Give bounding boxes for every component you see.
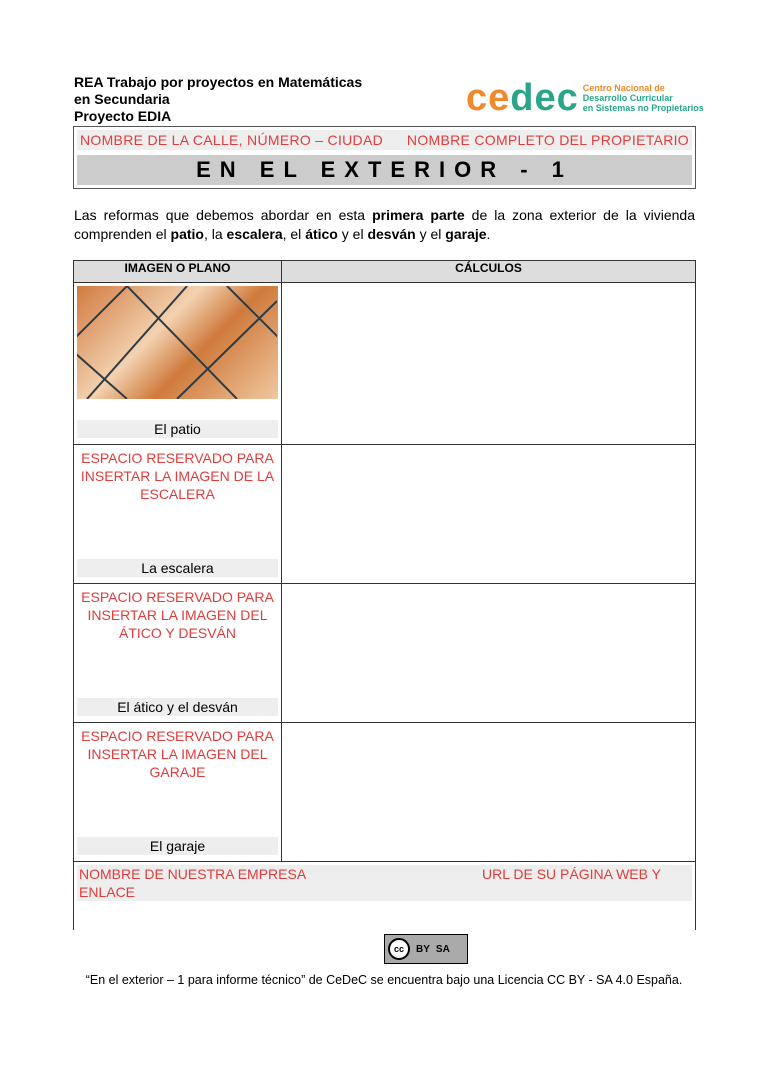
column-header: CÁLCULOS [282,261,696,283]
calc-cell[interactable] [282,584,696,723]
image-placeholder: ESPACIO RESERVADO PARA INSERTAR LA IMAGEN DE LA ESCALERA [80,450,275,502]
logo-line: Desarrollo Curricular [582,93,673,103]
row-caption: El patio [77,420,278,438]
company-url: URL DE SU PÁGINA WEB Y [482,866,661,882]
company-name: NOMBRE DE NUESTRA EMPRESA [79,866,307,882]
row-caption: La escalera [77,559,278,577]
row-caption: El garaje [77,837,278,855]
header-line: Proyecto EDIA [74,108,172,124]
calc-table [73,260,696,862]
license-text: “En el exterior – 1 para informe técnico” de CeDeC se encuentra bajo una Licencia CC BY - SA 4.0 España. [85,973,683,987]
header-line: en Secundaria [74,91,170,107]
image-placeholder: ESPACIO RESERVADO PARA INSERTAR LA IMAGEN DEL GARAJE [81,728,274,780]
header-line: REA Trabajo por proyectos en Matemáticas [74,74,363,90]
calc-cell[interactable] [282,723,696,862]
cc-by-sa-badge [384,934,468,964]
intro-paragraph: Las reformas que debemos abordar en esta primera parte de la zona exterior de la vivienda comprenden el patio, la escalera, el ático y el desván y el garaje. [74,207,696,242]
column-header: IMAGEN O PLANO [74,261,282,283]
logo-line: Centro Nacional de [582,83,665,93]
calc-cell[interactable] [282,283,696,445]
row-caption: El ático y el desván [77,698,278,716]
company-footer [73,862,696,930]
patio-tile-image [77,286,278,399]
street-field: NOMBRE DE LA CALLE, NÚMERO – CIUDAD [80,132,384,148]
image-placeholder: ESPACIO RESERVADO PARA INSERTAR LA IMAGEN DEL ÁTICO Y DESVÁN [81,589,274,641]
page-title: EN EL EXTERIOR - 1 [77,155,692,185]
cedec-logo: cedec Centro Nacional de Desarrollo Curricular en Sistemas no Propietarios [466,77,704,119]
calc-cell[interactable] [282,445,696,584]
owner-field: NOMBRE COMPLETO DEL PROPIETARIO [406,132,689,148]
by-icon: BY [416,943,430,955]
logo-line: en Sistemas no Propietarios [582,103,704,113]
document-header [74,74,362,125]
sa-icon: SA [435,943,450,955]
cc-icon: cc [388,938,410,960]
title-box [73,126,696,189]
company-url-cont: ENLACE [79,884,136,900]
